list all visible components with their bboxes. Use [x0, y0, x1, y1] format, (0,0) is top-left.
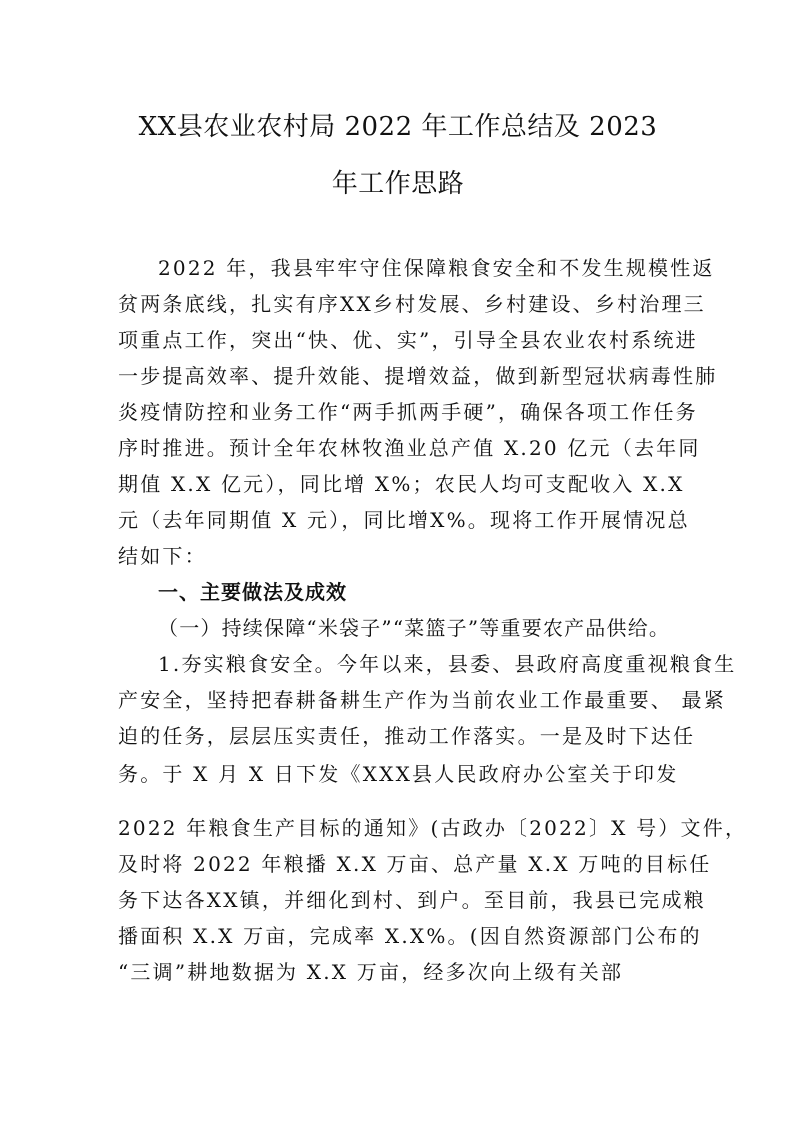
paragraph-line: 迫的任务，层层压实责任，推动工作落实。一是及时下达任	[118, 724, 696, 748]
paragraph-line: 1.夯实粮食安全。今年以来，县委、县政府高度重视粮食生	[158, 652, 737, 676]
paragraph-line: 一步提高效率、提升效能、提增效益，做到新型冠状病毒性肺	[118, 364, 718, 388]
paragraph-line: “三调”耕地数据为 X.X 万亩，经多次向上级有关部	[118, 960, 624, 984]
paragraph-line: 贫两条底线，扎实有序XX乡村发展、乡村建设、乡村治理三	[118, 292, 706, 316]
paragraph-line: 元（去年同期值 X 元），同比增X%。现将工作开展情况总	[118, 508, 690, 532]
paragraph-line: 2022 年粮食生产目标的通知》(古政办〔2022〕X 号）文件，	[118, 816, 748, 840]
paragraph-line: 序时推进。预计全年农林牧渔业总产值 X.20 亿元（去年同	[118, 436, 701, 460]
paragraph-line: 期值 X.X 亿元），同比增 X%；农民人均可支配收入 X.X	[118, 472, 685, 496]
paragraph-line: 炎疫情防控和业务工作“两手抓两手硬”，确保各项工作任务	[118, 400, 698, 424]
section-heading: 一、主要做法及成效	[158, 580, 347, 604]
paragraph-line: 播面积 X.X 万亩，完成率 X.X%。(因自然资源部门公布的	[118, 924, 702, 948]
paragraph-line: 2022 年，我县牢牢守住保障粮食安全和不发生规模性返	[158, 256, 715, 280]
subsection-heading: （一）持续保障“米袋子”“菜篮子”等重要农产品供给。	[158, 616, 671, 640]
paragraph-line: 产安全，坚持把春耕备耕生产作为当前农业工作最重要、 最紧	[118, 688, 726, 712]
document-title-line-2: 年工作思路	[331, 169, 465, 199]
paragraph-line: 务下达各XX镇，并细化到村、到户。至目前，我县已完成粮	[118, 888, 706, 912]
paragraph-line: 及时将 2022 年粮播 X.X 万亩、总产量 X.X 万吨的目标任	[118, 852, 712, 876]
paragraph-line: 项重点工作，突出“快、优、实”，引导全县农业农村系统进	[118, 328, 698, 352]
paragraph-line: 务。于 X 月 X 日下发《XXX县人民政府办公室关于印发	[118, 762, 679, 786]
document-title-line-1: XX县农业农村局 2022 年工作总结及 2023	[138, 112, 658, 142]
paragraph-line: 结如下：	[118, 544, 207, 568]
